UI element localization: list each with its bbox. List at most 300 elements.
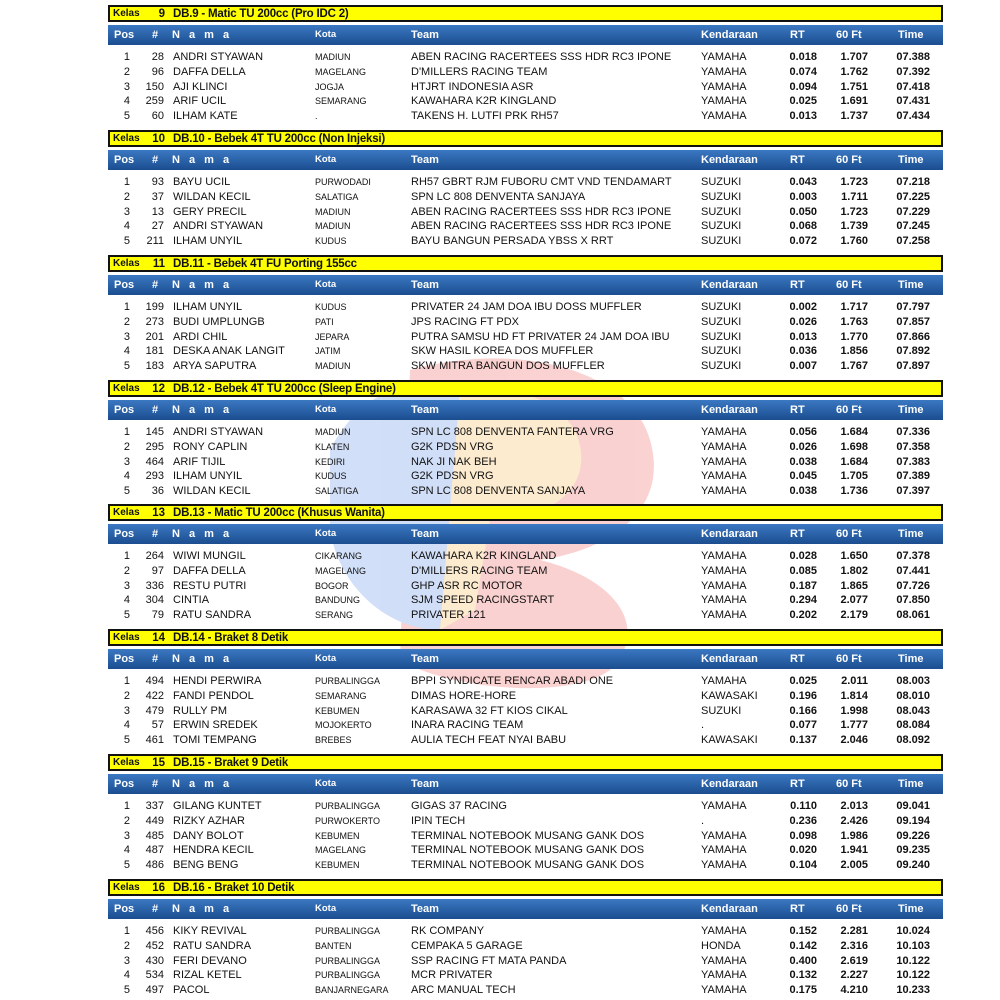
kelas-label: Kelas — [113, 383, 140, 394]
table-row — [108, 344, 943, 359]
header-number: # — [152, 279, 159, 291]
cell-number: 150 — [145, 80, 164, 93]
cell-vehicle: YAMAHA — [701, 51, 747, 63]
cell-team: SSP RACING FT MATA PANDA — [411, 954, 567, 967]
table-row — [108, 689, 943, 704]
table-row — [108, 50, 943, 65]
header-team: Team — [411, 279, 439, 291]
cell-60ft: 1.684 — [840, 455, 868, 468]
cell-city: SERANG — [315, 610, 354, 621]
cell-number: 145 — [145, 426, 164, 438]
cell-rt: 0.038 — [789, 485, 817, 498]
cell-rt: 0.026 — [789, 440, 817, 453]
cell-60ft: 1.707 — [840, 51, 868, 63]
cell-city: MADIUN — [315, 361, 351, 372]
cell-city: BANDUNG — [315, 595, 361, 606]
cell-position: 3 — [123, 205, 130, 218]
header-name: N a m a — [172, 29, 233, 41]
kelas-bar — [108, 504, 943, 521]
cell-team: GHP ASR RC MOTOR — [411, 579, 523, 592]
cell-rt: 0.110 — [790, 800, 817, 812]
cell-vehicle: YAMAHA — [701, 95, 747, 108]
cell-position: 1 — [123, 550, 130, 562]
kelas-number: 11 — [152, 257, 165, 270]
table-row — [108, 205, 943, 220]
header-name: N a m a — [172, 778, 233, 790]
cell-vehicle: YAMAHA — [701, 675, 747, 687]
cell-team: D'MILLERS RACING TEAM — [411, 65, 548, 78]
kelas-bar — [108, 130, 943, 147]
cell-vehicle: YAMAHA — [701, 829, 747, 842]
header-rt: RT — [790, 29, 805, 41]
cell-60ft: 1.770 — [840, 330, 868, 343]
cell-position: 3 — [123, 954, 130, 967]
cell-position: 2 — [123, 315, 130, 328]
cell-60ft: 1.691 — [840, 95, 868, 108]
header-number: # — [152, 404, 159, 416]
table-body — [108, 425, 943, 499]
cell-number: 97 — [151, 564, 164, 577]
header-60ft: 60 Ft — [836, 29, 862, 41]
cell-60ft: 1.814 — [840, 689, 868, 702]
cell-position: 2 — [123, 814, 130, 827]
cell-number: 485 — [145, 829, 164, 842]
cell-60ft: 1.736 — [840, 485, 868, 498]
cell-number: 487 — [145, 844, 164, 857]
cell-name: ILHAM UNYIL — [173, 235, 243, 248]
cell-vehicle: YAMAHA — [701, 440, 747, 453]
table-row — [108, 315, 943, 330]
kelas-section — [108, 504, 943, 623]
cell-time: 08.043 — [896, 704, 930, 717]
cell-60ft: 1.763 — [840, 315, 868, 328]
cell-position: 4 — [123, 844, 130, 857]
cell-city: PURWOKERTO — [315, 815, 381, 826]
cell-position: 1 — [123, 176, 130, 188]
cell-vehicle: YAMAHA — [701, 485, 747, 498]
cell-name: DAFFA DELLA — [173, 564, 246, 577]
table-row — [108, 359, 943, 374]
table-row — [108, 579, 943, 594]
header-60ft: 60 Ft — [836, 279, 862, 291]
cell-vehicle: KAWASAKI — [701, 689, 758, 702]
kelas-label: Kelas — [113, 757, 140, 768]
header-vehicle: Kendaraan — [701, 653, 758, 665]
cell-rt: 0.002 — [789, 301, 817, 313]
cell-number: 461 — [145, 734, 164, 747]
cell-name: RATU SANDRA — [173, 939, 252, 952]
cell-name: ILHAM UNYIL — [173, 301, 243, 313]
cell-name: BENG BENG — [173, 859, 239, 872]
cell-city: . — [315, 111, 318, 122]
cell-position: 2 — [123, 939, 130, 952]
table-header — [108, 774, 943, 794]
cell-number: 37 — [151, 190, 164, 203]
table-row — [108, 234, 943, 249]
cell-team: INARA RACING TEAM — [411, 719, 524, 732]
header-position: Pos — [114, 778, 135, 790]
table-row — [108, 718, 943, 733]
cell-position: 1 — [123, 800, 130, 812]
cell-team: SKW HASIL KOREA DOS MUFFLER — [411, 345, 594, 358]
cell-city: BREBES — [315, 735, 352, 746]
cell-position: 2 — [123, 440, 130, 453]
cell-name: AJI KLINCI — [173, 80, 228, 93]
cell-position: 2 — [123, 564, 130, 577]
cell-team: ABEN RACING RACERTEES SSS HDR RC3 IPONE — [411, 51, 672, 63]
cell-vehicle: . — [701, 814, 705, 827]
cell-city: KEBUMEN — [315, 705, 360, 716]
cell-position: 2 — [123, 689, 130, 702]
cell-time: 07.383 — [896, 455, 930, 468]
table-body — [108, 924, 943, 998]
cell-city: BANTEN — [315, 940, 352, 951]
cell-position: 5 — [123, 734, 130, 747]
cell-time: 07.389 — [896, 470, 930, 483]
cell-team: HTJRT INDONESIA ASR — [411, 80, 534, 93]
cell-vehicle: YAMAHA — [701, 954, 747, 967]
table-row — [108, 858, 943, 873]
cell-team: TERMINAL NOTEBOOK MUSANG GANK DOS — [411, 859, 645, 872]
cell-team: G2K PDSN VRG — [411, 440, 494, 453]
cell-60ft: 1.941 — [840, 844, 868, 857]
cell-team: KAWAHARA K2R KINGLAND — [411, 550, 557, 562]
cell-rt: 0.025 — [789, 675, 817, 687]
cell-number: 259 — [145, 95, 164, 108]
cell-rt: 0.068 — [789, 220, 817, 233]
cell-position: 5 — [123, 609, 130, 622]
cell-city: BANJARNEGARA — [315, 985, 389, 996]
cell-name: ARDI CHIL — [173, 330, 228, 343]
cell-city: PURWODADI — [315, 177, 371, 187]
cell-city: SEMARANG — [315, 690, 367, 701]
cell-vehicle: SUZUKI — [701, 176, 742, 188]
cell-position: 4 — [123, 719, 130, 732]
cell-name: GERY PRECIL — [173, 205, 247, 218]
header-vehicle: Kendaraan — [701, 528, 758, 540]
kelas-number: 14 — [152, 631, 165, 644]
table-body — [108, 300, 943, 374]
header-team: Team — [411, 653, 439, 665]
header-60ft: 60 Ft — [836, 154, 862, 166]
cell-number: 497 — [145, 984, 164, 997]
cell-name: CINTIA — [173, 594, 210, 607]
kelas-section — [108, 380, 943, 499]
cell-time: 08.092 — [896, 734, 930, 747]
cell-rt: 0.018 — [789, 51, 817, 63]
cell-position: 1 — [123, 675, 130, 687]
cell-number: 28 — [151, 51, 164, 63]
kelas-section — [108, 879, 943, 998]
cell-rt: 0.104 — [789, 859, 817, 872]
cell-number: 60 — [151, 110, 164, 123]
cell-time: 07.258 — [896, 235, 930, 248]
cell-60ft: 2.077 — [840, 594, 868, 607]
cell-rt: 0.236 — [789, 814, 817, 827]
header-rt: RT — [790, 528, 805, 540]
cell-name: TOMI TEMPANG — [173, 734, 257, 747]
cell-60ft: 2.227 — [840, 969, 868, 982]
cell-60ft: 1.723 — [840, 176, 868, 188]
cell-city: KEDIRI — [315, 456, 346, 467]
cell-rt: 0.294 — [789, 594, 817, 607]
cell-time: 07.797 — [896, 301, 930, 313]
header-position: Pos — [114, 653, 135, 665]
cell-name: WILDAN KECIL — [173, 190, 251, 203]
cell-time: 07.431 — [896, 95, 930, 108]
cell-number: 452 — [145, 939, 164, 952]
cell-vehicle: YAMAHA — [701, 969, 747, 982]
header-city: Kota — [315, 154, 337, 165]
cell-time: 09.226 — [896, 829, 930, 842]
cell-number: 337 — [145, 800, 164, 812]
cell-time: 07.434 — [896, 110, 930, 123]
cell-60ft: 4.210 — [840, 984, 868, 997]
cell-vehicle: YAMAHA — [701, 844, 747, 857]
table-row — [108, 190, 943, 205]
cell-position: 1 — [123, 925, 130, 937]
table-row — [108, 219, 943, 234]
cell-time: 09.194 — [896, 814, 930, 827]
cell-number: 295 — [145, 440, 164, 453]
header-number: # — [152, 154, 159, 166]
cell-time: 07.225 — [896, 190, 930, 203]
header-60ft: 60 Ft — [836, 778, 862, 790]
cell-rt: 0.094 — [789, 80, 817, 93]
header-number: # — [152, 778, 159, 790]
cell-position: 1 — [123, 301, 130, 313]
header-rt: RT — [790, 279, 805, 291]
cell-position: 2 — [123, 190, 130, 203]
cell-60ft: 2.179 — [840, 609, 868, 622]
cell-name: ILHAM UNYIL — [173, 470, 243, 483]
cell-number: 93 — [151, 176, 164, 188]
cell-position: 1 — [123, 51, 130, 63]
cell-number: 534 — [145, 969, 164, 982]
kelas-title: DB.9 - Matic TU 200cc (Pro IDC 2) — [173, 7, 349, 20]
cell-team: NAK JI NAK BEH — [411, 455, 497, 468]
header-position: Pos — [114, 528, 135, 540]
cell-number: 336 — [145, 579, 164, 592]
header-name: N a m a — [172, 279, 233, 291]
cell-60ft: 2.046 — [840, 734, 868, 747]
cell-vehicle: SUZUKI — [701, 190, 742, 203]
cell-team: MCR PRIVATER — [411, 969, 493, 982]
kelas-title: DB.12 - Bebek 4T TU 200cc (Sleep Engine) — [173, 382, 396, 395]
cell-vehicle: HONDA — [701, 939, 741, 952]
kelas-title: DB.15 - Braket 9 Detik — [173, 756, 289, 769]
cell-city: PURBALINGGA — [315, 926, 381, 936]
table-header — [108, 649, 943, 669]
cell-position: 3 — [123, 579, 130, 592]
header-city: Kota — [315, 653, 337, 664]
header-city: Kota — [315, 404, 337, 415]
cell-city: BOGOR — [315, 580, 349, 591]
cell-name: WILDAN KECIL — [173, 485, 251, 498]
cell-vehicle: YAMAHA — [701, 65, 747, 78]
cell-team: TERMINAL NOTEBOOK MUSANG GANK DOS — [411, 829, 645, 842]
header-team: Team — [411, 903, 439, 915]
cell-position: 5 — [123, 984, 130, 997]
cell-time: 07.726 — [896, 579, 930, 592]
cell-vehicle: YAMAHA — [701, 426, 747, 438]
cell-position: 3 — [123, 330, 130, 343]
cell-team: DIMAS HORE-HORE — [411, 689, 517, 702]
cell-city: PATI — [315, 316, 334, 327]
cell-team: JPS RACING FT PDX — [411, 315, 519, 328]
kelas-section — [108, 5, 943, 124]
header-vehicle: Kendaraan — [701, 404, 758, 416]
cell-position: 4 — [123, 594, 130, 607]
table-body — [108, 175, 943, 249]
cell-rt: 0.013 — [789, 330, 817, 343]
header-name: N a m a — [172, 903, 233, 915]
cell-name: BUDI UMPLUNGB — [173, 315, 265, 328]
cell-city: JOGJA — [315, 81, 345, 92]
table-row — [108, 939, 943, 954]
cell-time: 08.010 — [896, 689, 930, 702]
kelas-bar — [108, 754, 943, 771]
kelas-label: Kelas — [113, 632, 140, 643]
table-body — [108, 549, 943, 623]
cell-60ft: 2.011 — [841, 675, 868, 687]
cell-city: KUDUS — [315, 471, 347, 482]
cell-city: SALATIGA — [315, 191, 359, 202]
cell-60ft: 2.013 — [840, 800, 868, 812]
cell-rt: 0.038 — [789, 455, 817, 468]
cell-time: 07.441 — [896, 564, 930, 577]
table-row — [108, 924, 943, 939]
header-time: Time — [898, 778, 924, 790]
cell-city: KEBUMEN — [315, 860, 360, 871]
table-header — [108, 899, 943, 919]
kelas-bar — [108, 5, 943, 22]
header-time: Time — [898, 279, 924, 291]
cell-position: 3 — [123, 829, 130, 842]
header-time: Time — [898, 29, 924, 41]
kelas-bar — [108, 879, 943, 896]
cell-rt: 0.007 — [789, 360, 817, 373]
kelas-bar — [108, 629, 943, 646]
cell-time: 09.041 — [896, 800, 930, 812]
cell-city: PURBALINGGA — [315, 970, 381, 981]
cell-number: 199 — [145, 301, 164, 313]
table-row — [108, 843, 943, 858]
cell-60ft: 1.723 — [840, 205, 868, 218]
header-name: N a m a — [172, 528, 233, 540]
table-body — [108, 50, 943, 124]
cell-vehicle: YAMAHA — [701, 579, 747, 592]
cell-name: RESTU PUTRI — [173, 579, 247, 592]
cell-time: 08.061 — [896, 609, 930, 622]
table-row — [108, 674, 943, 689]
header-team: Team — [411, 528, 439, 540]
cell-60ft: 1.711 — [841, 190, 868, 203]
cell-name: ANDRI STYAWAN — [173, 426, 264, 438]
header-position: Pos — [114, 279, 135, 291]
cell-60ft: 1.737 — [840, 110, 868, 123]
header-number: # — [152, 903, 159, 915]
table-row — [108, 425, 943, 440]
table-row — [108, 564, 943, 579]
cell-60ft: 1.767 — [840, 360, 868, 373]
cell-city: SEMARANG — [315, 96, 367, 107]
header-city: Kota — [315, 528, 337, 539]
cell-time: 07.857 — [896, 315, 930, 328]
cell-team: ABEN RACING RACERTEES SSS HDR RC3 IPONE — [411, 220, 672, 233]
header-60ft: 60 Ft — [836, 404, 862, 416]
cell-team: ARC MANUAL TECH — [411, 984, 516, 997]
cell-team: SKW MITRA BANGUN DOS MUFFLER — [411, 360, 605, 373]
cell-60ft: 2.426 — [840, 814, 868, 827]
cell-name: RULLY PM — [173, 704, 228, 717]
cell-60ft: 1.705 — [840, 470, 868, 483]
cell-name: HENDRA KECIL — [173, 844, 254, 857]
cell-rt: 0.056 — [789, 426, 817, 438]
cell-number: 264 — [145, 550, 164, 562]
table-row — [108, 80, 943, 95]
header-team: Team — [411, 29, 439, 41]
cell-name: BAYU UCIL — [173, 176, 231, 188]
cell-name: RIZKY AZHAR — [173, 814, 245, 827]
cell-team: D'MILLERS RACING TEAM — [411, 564, 548, 577]
cell-city: SALATIGA — [315, 486, 359, 497]
table-row — [108, 704, 943, 719]
cell-team: SPN LC 808 DENVENTA FANTERA VRG — [411, 426, 614, 438]
cell-60ft: 1.717 — [840, 301, 868, 313]
cell-time: 07.397 — [896, 485, 930, 498]
cell-vehicle: SUZUKI — [701, 704, 742, 717]
cell-rt: 0.187 — [789, 579, 817, 592]
cell-time: 07.336 — [896, 426, 930, 438]
cell-rt: 0.028 — [789, 550, 817, 562]
table-row — [108, 484, 943, 499]
cell-time: 07.418 — [896, 80, 930, 93]
cell-number: 183 — [145, 360, 164, 373]
cell-time: 07.218 — [896, 176, 930, 188]
table-row — [108, 300, 943, 315]
cell-name: KIKY REVIVAL — [173, 925, 247, 937]
cell-number: 27 — [151, 220, 164, 233]
cell-time: 07.897 — [896, 360, 930, 373]
cell-position: 5 — [123, 859, 130, 872]
cell-vehicle: SUZUKI — [701, 301, 742, 313]
cell-name: RONY CAPLIN — [173, 440, 248, 453]
cell-rt: 0.132 — [789, 969, 817, 982]
cell-number: 430 — [145, 954, 164, 967]
kelas-title: DB.14 - Braket 8 Detik — [173, 631, 289, 644]
kelas-bar — [108, 380, 943, 397]
header-rt: RT — [790, 778, 805, 790]
cell-time: 07.388 — [896, 51, 930, 63]
cell-60ft: 1.684 — [840, 426, 868, 438]
cell-time: 10.122 — [896, 969, 930, 982]
cell-60ft: 2.316 — [840, 939, 868, 952]
header-vehicle: Kendaraan — [701, 154, 758, 166]
table-row — [108, 799, 943, 814]
cell-number: 494 — [145, 675, 164, 687]
header-vehicle: Kendaraan — [701, 778, 758, 790]
cell-city: JEPARA — [315, 331, 350, 342]
cell-time: 10.024 — [896, 925, 930, 937]
cell-city: CIKARANG — [315, 551, 363, 561]
cell-team: PRIVATER 121 — [411, 609, 486, 622]
cell-name: ARIF TIJIL — [173, 455, 226, 468]
header-number: # — [152, 653, 159, 665]
header-rt: RT — [790, 154, 805, 166]
cell-name: ERWIN SREDEK — [173, 719, 258, 732]
cell-time: 07.358 — [896, 440, 930, 453]
